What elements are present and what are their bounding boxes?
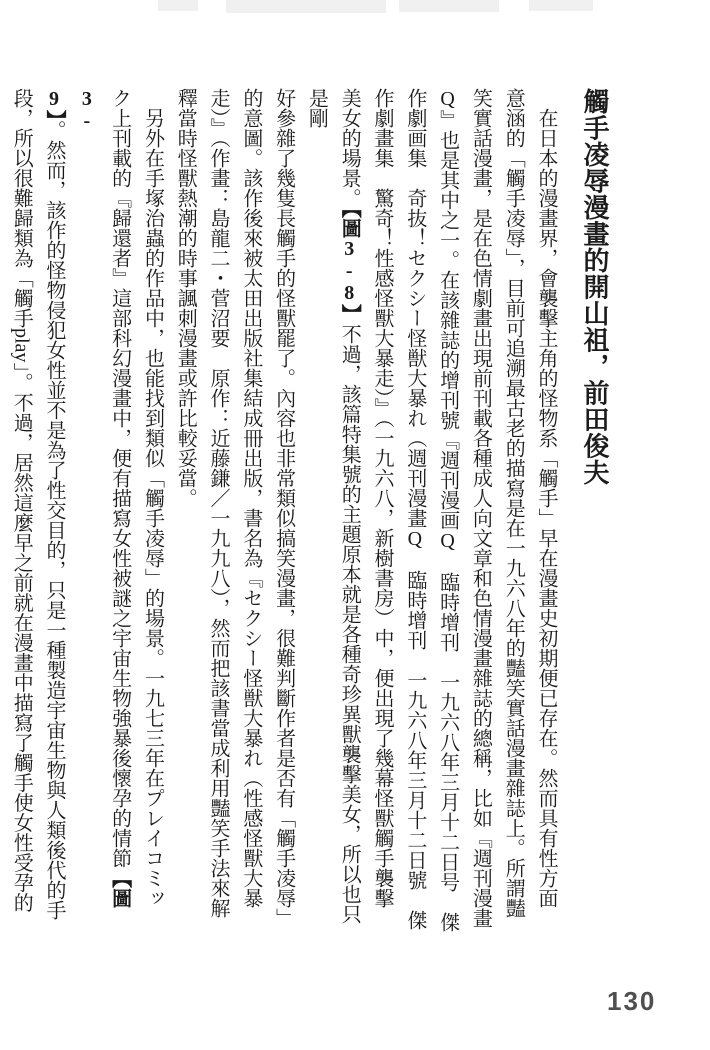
text-column [70, 88, 136, 934]
column-text: 走）』（作畫：島龍二・菅沼要 原作：近藤鎌／一九九八），然而把該書當成利用豔笑手法來解 [207, 88, 230, 918]
column-text: 段，所以很難歸類為「觸手 [10, 88, 33, 328]
scan-artifact [399, 0, 499, 12]
column-text: Q』也是其中之一。在該雜誌的增刊號『週刊漫画Q 臨時增刊 一九六八年三月十二日号 傑 [436, 88, 459, 932]
text-column [168, 88, 201, 934]
column-text: 釋當時怪獸熱潮的時事諷刺漫畫或許比較妥當。 [174, 88, 197, 508]
text-column [37, 88, 70, 934]
chapter-title: 觸手凌辱漫畫的開山祖，前田俊夫 [580, 88, 610, 486]
column-text: 。然而，該作的怪物侵犯女性並不是為了性交目的，只是一種製造宇宙生物與人類後代的手 [43, 120, 66, 920]
body-text [10, 88, 562, 934]
text-column [464, 88, 497, 934]
column-text: 美女的場景。 [338, 88, 361, 208]
column-text: 在日本的漫畫界，會襲擊主角的怪物系「觸手」早在漫畫史初期便已存在。然而具有性方面 [535, 108, 557, 908]
text-column [4, 88, 37, 934]
latin-inline-text: play [10, 328, 33, 363]
text-column [431, 88, 464, 934]
column-text: 的意圖。該作後來被太田出版社集結成冊出版，書名為『セクシー怪獣大暴れ（性感怪獸大暴 [239, 88, 262, 908]
column-text: ク上刊載的『歸還者』這部科幻漫畫中，便有描寫女性被謎之宇宙生物強暴後懷孕的情節 [108, 88, 131, 868]
text-column [398, 88, 431, 934]
column-text: 作劇画集 奇抜！セクシー怪獣大暴れ（週刊漫畫Q 臨時增刊 一九六八年三月十二日號 傑 [403, 88, 426, 930]
column-text: 」。不過，居然這麼早之前就在漫畫中描寫了觸手使女性受孕的 [10, 362, 33, 913]
text-column [136, 88, 169, 934]
page-number: 130 [607, 986, 657, 1016]
text-column [300, 88, 366, 934]
scan-artifact [158, 0, 198, 11]
text-column [365, 88, 398, 934]
text-column [201, 88, 234, 934]
column-text: 作劇畫集 驚奇！性感怪獸大暴走）』（一九六八，新樹書房）中，便出現了幾幕怪獸觸手襲擊 [371, 88, 394, 908]
text-column [529, 88, 562, 934]
text-column [234, 88, 267, 934]
column-text: 好參雜了幾隻長觸手的怪獸罷了。內容也非常類似搞笑漫畫，很難判斷作者是否有「觸手凌辱」 [272, 88, 295, 928]
figure-reference: 【圖3-8】 [338, 208, 361, 324]
scan-artifact [529, 0, 593, 11]
column-text: 笑實話漫畫，是在色情劇畫出現前刊載各種成人向文章和色情漫畫雜誌的總稱，比如『週刊漫畫 [469, 88, 492, 928]
text-column [267, 88, 300, 934]
column-text: 不過，該篇特集號的主題原本就是各種奇珍異獸襲擊美女，所以也只是剛 [305, 88, 361, 924]
figure-reference: 9】 [43, 88, 66, 120]
column-text: 另外在手塚治蟲的作品中，也能找到類似「觸手凌辱」的場景。一九七三年在プレイコミッ [141, 108, 164, 908]
scan-artifact [226, 0, 386, 13]
figure-reference: 【圖3- [75, 88, 131, 908]
column-text: 意涵的「觸手凌辱」，目前可追溯最古老的描寫是在一九六八年的豔笑實話漫畫雜誌上。所謂豔 [502, 88, 525, 918]
text-column [496, 88, 529, 934]
